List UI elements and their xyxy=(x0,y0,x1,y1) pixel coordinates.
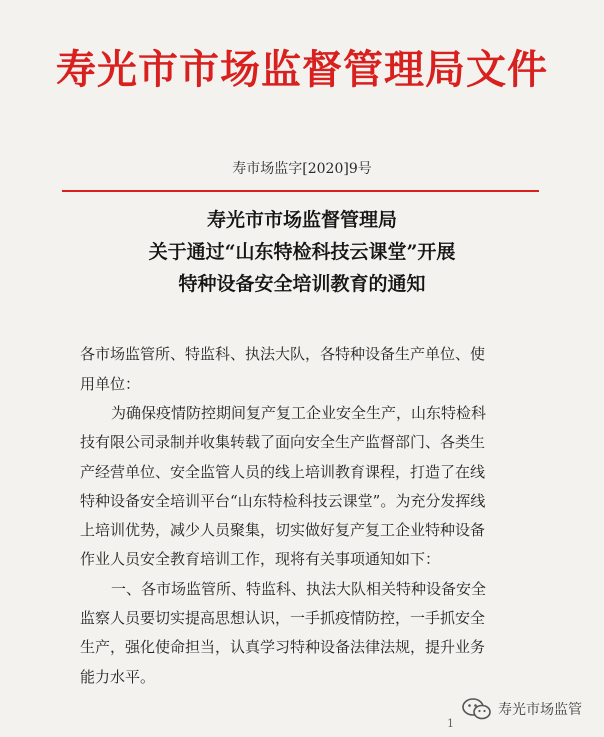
body-line-addressees-cont: 用单位： xyxy=(80,375,141,393)
notice-title-line-2: 关于通过“山东特检科技云课堂”开展 xyxy=(148,241,456,263)
body-line: 作业人员安全教育培训工作，现将有关事项通知如下： xyxy=(80,550,441,568)
body-line: 生产，强化使命担当，认真学习特种设备法律法规，提升业务 xyxy=(80,638,486,656)
wechat-watermark xyxy=(462,697,582,721)
body-line: 监察人员要切实提高思想认识，一手抓疫情防控，一手抓安全 xyxy=(80,609,486,627)
body-line: 技有限公司录制并收集转载了面向安全生产监督部门、各类生 xyxy=(80,433,486,451)
page-number: 1 xyxy=(447,717,454,730)
notice-title-line-3: 特种设备安全培训教育的通知 xyxy=(178,273,426,295)
wechat-icon xyxy=(462,697,492,721)
watermark-account-name: 寿光市场监管 xyxy=(498,702,582,718)
body-line-item-1: 一、各市场监管所、特监科、执法大队相关特种设备安全 xyxy=(111,580,487,598)
document-number: 寿市场监字[2020]9号 xyxy=(232,161,372,177)
body-line: 上培训优势，减少人员聚集，切实做好复产复工企业特种设备 xyxy=(80,521,486,539)
document-header-title: 寿光市市场监督管理局文件 xyxy=(56,46,548,93)
body-line: 为确保疫情防控期间复产复工企业安全生产，山东特检科 xyxy=(111,404,487,422)
body-line: 特种设备安全培训平台“山东特检科技云课堂”。为充分发挥线 xyxy=(80,492,486,510)
body-line-addressees: 各市场监管所、特监科、执法大队，各特种设备生产单位、使 xyxy=(80,345,486,363)
red-divider-line xyxy=(62,190,539,192)
body-line: 能力水平。 xyxy=(80,668,156,686)
notice-title-line-1: 寿光市市场监督管理局 xyxy=(206,209,397,231)
body-line: 产经营单位、安全监管人员的线上培训教育课程，打造了在线 xyxy=(80,463,486,481)
